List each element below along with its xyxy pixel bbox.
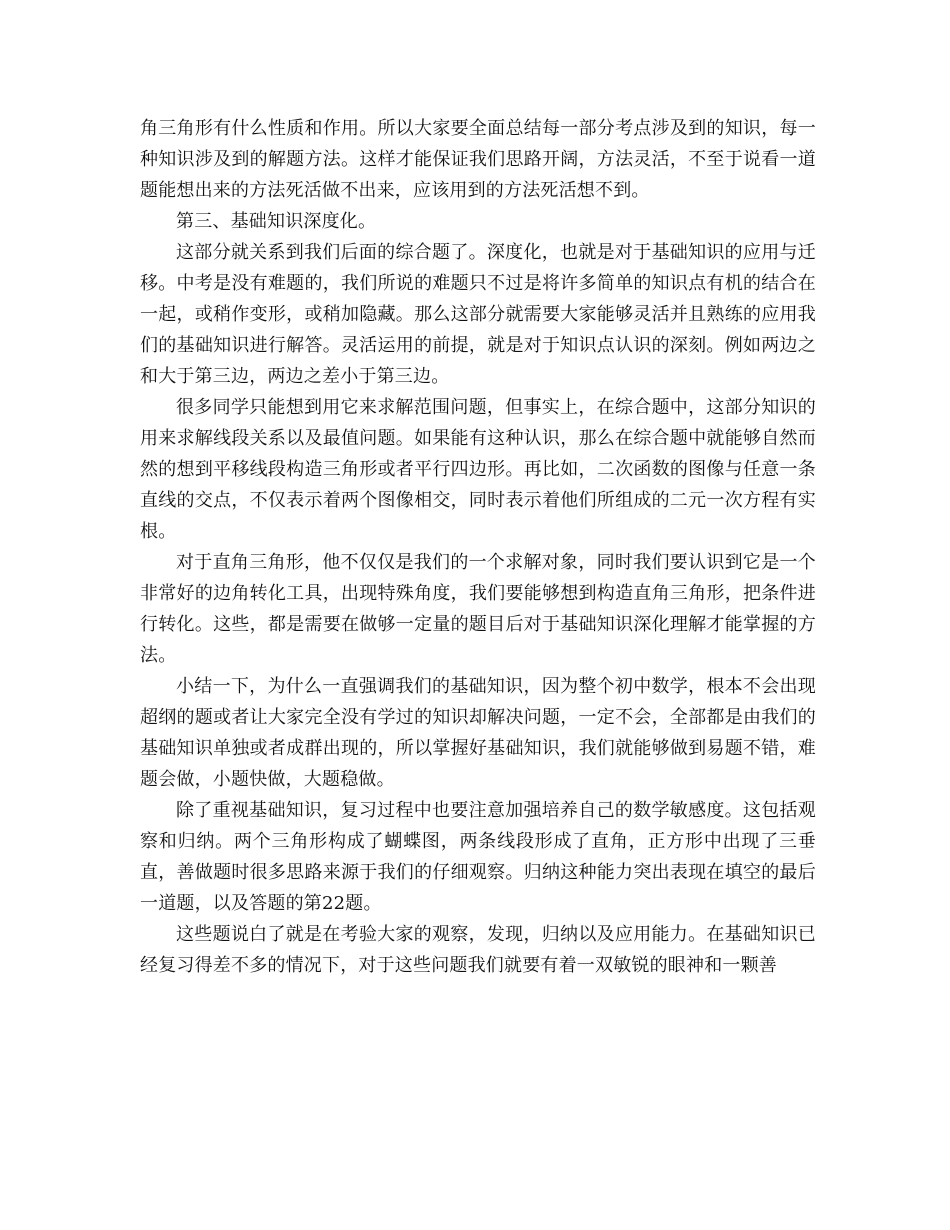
paragraph-sensitivity: 除了重视基础知识，复习过程中也要注意加强培养自己的数学敏感度。这包括观察和归纳。两个三角形构成了蝴蝶图，两条线段形成了直角，正方形中出现了三垂直，善做题时很多思路来源于我们的仔细观察。归纳这种能力突出表现在填空的最后一道题，以及答题的第22题。 (140, 800, 816, 914)
paragraph-synthesis-questions: 很多同学只能想到用它来求解范围问题，但事实上，在综合题中，这部分知识的用来求解线段关系以及最值问题。如果能有这种认识，那么在综合题中就能够自然而然的想到平移线段构造三角形或者平行四边形。再比如，二次函数的图像与任意一条直线的交点，不仅表示着两个图像相交，同时表示着他们所组成的二元一次方程有实根。 (140, 397, 816, 542)
section-heading-third: 第三、基础知识深度化。 (176, 211, 377, 232)
paragraph-observation: 这些题说白了就是在考验大家的观察，发现，归纳以及应用能力。在基础知识已经复习得差不多的情况下，对于这些问题我们就要有着一双敏锐的眼神和一颗善 (140, 924, 816, 976)
paragraph-continuation: 角三角形有什么性质和作用。所以大家要全面总结每一部分考点涉及到的知识，每一种知识涉及到的解题方法。这样才能保证我们思路开阔，方法灵活，不至于说看一道题能想出来的方法死活做不出来，应该用到的方法死活想不到。 (140, 118, 816, 201)
paragraph-deepening: 这部分就关系到我们后面的综合题了。深度化，也就是对于基础知识的应用与迁移。中考是没有难题的，我们所说的难题只不过是将许多简单的知识点有机的结合在一起，或稍作变形，或稍加隐藏。那么这部分就需要大家能够灵活并且熟练的应用我们的基础知识进行解答。灵活运用的前提，就是对于知识点认识的深刻。例如两边之和大于第三边，两边之差小于第三边。 (140, 242, 816, 387)
paragraph-right-triangle: 对于直角三角形，他不仅仅是我们的一个求解对象，同时我们要认识到它是一个非常好的边角转化工具，出现特殊角度，我们要能够想到构造直角三角形，把条件进行转化。这些，都是需要在做够一定量的题目后对于基础知识深化理解才能掌握的方法。 (140, 552, 816, 666)
paragraph-summary: 小结一下，为什么一直强调我们的基础知识，因为整个初中数学，根本不会出现超纲的题或者让大家完全没有学过的知识却解决问题，一定不会，全部都是由我们的基础知识单独或者成群出现的，所以掌握好基础知识，我们就能够做到易题不错，难题会做，小题快做，大题稳做。 (140, 676, 816, 790)
document-body (140, 113, 816, 981)
